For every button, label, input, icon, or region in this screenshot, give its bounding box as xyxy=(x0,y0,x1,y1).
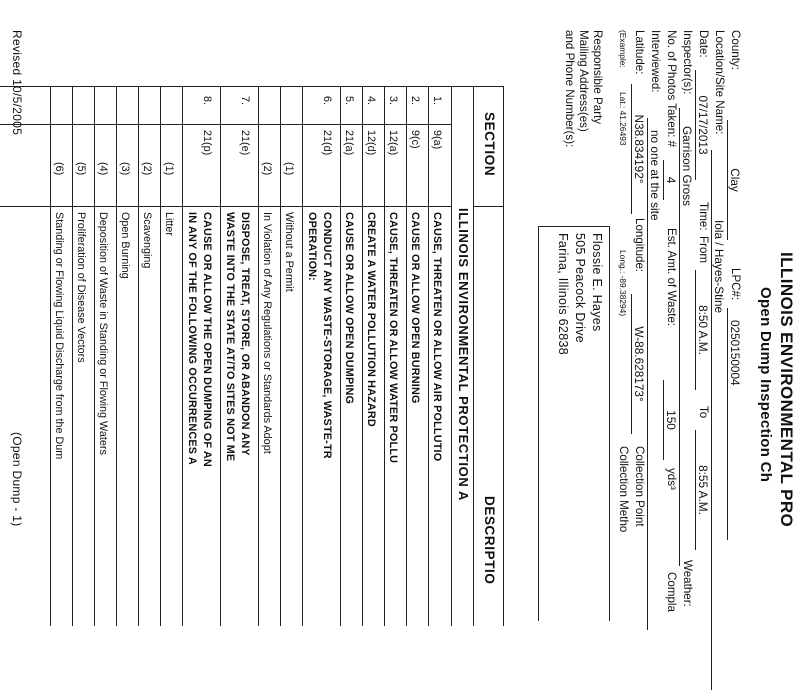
responsible-city: Farina, Illinois 62838 xyxy=(556,233,570,355)
row-number: 7. xyxy=(239,96,251,106)
row-number: 5. xyxy=(343,96,355,106)
row-section: 21(a) xyxy=(343,130,355,156)
example-longitude: Long.: -89.38294) xyxy=(618,250,628,317)
longitude-value: W-88.628173° xyxy=(631,294,646,434)
lpc-label: LPC#: xyxy=(729,268,742,301)
row-number: 4. xyxy=(365,96,377,106)
row-section: (1) xyxy=(283,162,295,176)
table-row xyxy=(404,86,426,626)
complaint-label: Compla xyxy=(665,572,678,612)
violations-table xyxy=(0,86,504,626)
row-description: CAUSE, THREATEN OR ALLOW AIR POLLUTIO xyxy=(431,212,443,462)
responsible-name: Flossie E. Hayes xyxy=(590,233,604,332)
row-section: (5) xyxy=(75,162,87,176)
row-description: CAUSE OR ALLOW OPEN BURNING xyxy=(409,212,421,404)
date-value: 07/17/2013 xyxy=(695,70,710,180)
waste-unit: yds³ xyxy=(665,468,678,490)
table-row xyxy=(158,86,180,626)
row-section: (2) xyxy=(261,162,273,176)
location-value: Iola / Hayes-Stine xyxy=(711,150,726,690)
table-row xyxy=(256,86,278,626)
row-description: CAUSE OR ALLOW OPEN DUMPING xyxy=(343,212,355,405)
row-description: CAUSE OR ALLOW THE OPEN DUMPING OF AN xyxy=(201,212,213,467)
row-number: 8. xyxy=(201,96,213,106)
row-description: Litter xyxy=(163,212,175,237)
time-to-value: 8:55 A.M. xyxy=(695,430,710,550)
form-subtitle: Open Dump Inspection Ch xyxy=(757,287,774,483)
form-title: ILLINOIS ENVIRONMENTAL PRO xyxy=(777,252,796,528)
time-to-label: To xyxy=(697,406,710,419)
row-description-continued: WASTE INTO THE STATE AT/TO SITES NOT ME xyxy=(224,212,236,462)
mailing-address-label: Mailing Address(es) xyxy=(577,30,590,132)
waste-value: 150 xyxy=(663,380,678,460)
lpc-value: 0250150004 xyxy=(727,308,742,540)
table-row xyxy=(224,86,256,626)
time-label: Time: xyxy=(697,202,710,231)
time-from-label: From xyxy=(697,236,710,264)
example-latitude: Lat.: 41.26493 xyxy=(618,92,628,146)
row-description: Proliferation of Disease Vectors xyxy=(75,212,87,363)
responsible-party-label: Responsible Party xyxy=(591,30,604,125)
row-section: (1) xyxy=(163,162,175,176)
table-row xyxy=(186,86,218,626)
row-description: CREATE A WATER POLLUTION HAZARD xyxy=(365,212,377,427)
row-description: Deposition of Waste in Standing or Flowing Waters xyxy=(97,212,109,455)
row-number: 1. xyxy=(431,96,443,106)
table-row xyxy=(48,86,70,626)
weather-label: Weather: xyxy=(681,560,694,607)
latitude-value: N38.834192° xyxy=(631,84,646,214)
table-banner: ILLINOIS ENVIRONMENTAL PROTECTION A xyxy=(456,208,471,502)
location-label: Location/Site Name: xyxy=(713,30,726,135)
interviewed-value: no one at the site xyxy=(647,118,662,630)
row-description: Standing or Flowing Liquid Discharge from the Dum xyxy=(53,212,65,460)
row-section: 9(a) xyxy=(431,130,443,150)
row-section: (2) xyxy=(141,162,153,176)
row-number: 6. xyxy=(321,96,333,106)
latitude-label: Latitude: xyxy=(633,30,646,75)
table-row xyxy=(382,86,404,626)
inspectors-label: Inspector(s): xyxy=(681,30,694,95)
county-label: County: xyxy=(729,30,742,70)
table-row xyxy=(114,86,136,626)
revised-date: Revised 10/5/2005 xyxy=(10,30,24,136)
table-row xyxy=(360,86,382,626)
column-header-section: SECTION xyxy=(482,112,497,177)
longitude-label: Longitude: xyxy=(633,218,646,273)
row-description: CAUSE, THREATEN OR ALLOW WATER POLLU xyxy=(387,212,399,464)
table-row xyxy=(70,86,92,626)
row-number: 3. xyxy=(387,96,399,106)
row-section: (3) xyxy=(119,162,131,176)
column-header-description: DESCRIPTIO xyxy=(482,496,497,585)
responsible-street: 505 Peacock Drive xyxy=(573,233,587,344)
row-description-continued: OPERATION: xyxy=(306,212,318,281)
photos-value: 4 xyxy=(663,160,678,200)
row-description: Open Burning xyxy=(119,212,131,279)
collection-point-label: Collection Point xyxy=(633,446,646,527)
row-section: 21(e) xyxy=(239,130,251,156)
row-section: 9(c) xyxy=(409,130,421,149)
photos-label: No. of Photos Taken: # xyxy=(665,30,678,148)
table-row xyxy=(338,86,360,626)
interviewed-label: Interviewed: xyxy=(649,30,662,93)
row-section: 21(p) xyxy=(201,130,213,156)
row-section: 12(d) xyxy=(365,130,377,156)
table-row xyxy=(278,86,300,626)
date-label: Date: xyxy=(697,30,710,58)
form-identifier: (Open Dump - 1) xyxy=(10,432,24,527)
row-section: (6) xyxy=(53,162,65,176)
row-description: Without a Permit xyxy=(283,212,295,292)
table-row xyxy=(136,86,158,626)
row-description: DISPOSE, TREAT, STORE, OR ABANDON ANY xyxy=(239,212,251,456)
county-value: Clay xyxy=(727,120,742,240)
inspectors-value: Garrison Gross xyxy=(679,108,694,566)
table-row xyxy=(306,86,338,626)
collection-method-label: Collection Metho xyxy=(617,446,630,533)
row-number: 2. xyxy=(409,96,421,106)
phone-numbers-label: and Phone Number(s): xyxy=(563,30,576,148)
responsible-party-box xyxy=(538,226,610,621)
table-row xyxy=(426,86,448,626)
row-section: (4) xyxy=(97,162,109,176)
row-description: CONDUCT ANY WASTE-STORAGE, WASTE-TR xyxy=(321,212,333,459)
example-label: (Example: xyxy=(618,30,628,68)
row-section: 21(d) xyxy=(321,130,333,156)
waste-label: Est. Amt. of Waste: xyxy=(665,228,678,327)
row-section: 12(a) xyxy=(387,130,399,156)
row-description-continued: IN ANY OF THE FOLLOWING OCCURRENCES A xyxy=(186,212,198,465)
row-description: Scavenging xyxy=(141,212,153,269)
table-row xyxy=(92,86,114,626)
row-description: In Violation of Any Regulations or Standards Adopt xyxy=(261,212,273,454)
time-from-value: 8:50 A.M. xyxy=(695,270,710,390)
